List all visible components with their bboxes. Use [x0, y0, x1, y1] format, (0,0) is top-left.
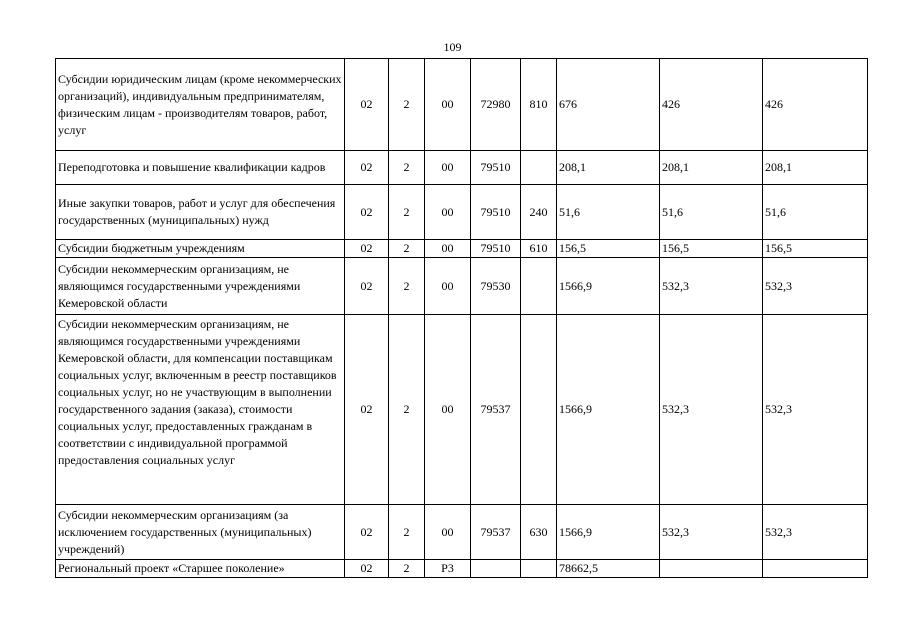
cell-value-2: 156,5 — [660, 240, 763, 258]
row-name: Субсидии юридическим лицам (кроме некоммерческих организаций), индивидуальным предпринимателям, физическим лицам - производителям товаров, работ, услуг — [56, 59, 345, 151]
cell-code-2: 2 — [389, 258, 425, 315]
cell-code-2: 2 — [389, 505, 425, 560]
cell-code-2: 2 — [389, 560, 425, 578]
cell-code-5 — [521, 258, 557, 315]
cell-code-5: 630 — [521, 505, 557, 560]
row-name: Переподготовка и повышение квалификации кадров — [56, 151, 345, 185]
cell-code-2: 2 — [389, 185, 425, 240]
cell-value-2: 532,3 — [660, 258, 763, 315]
table-row — [56, 315, 868, 505]
cell-value-2: 426 — [660, 59, 763, 151]
cell-value-1: 676 — [557, 59, 660, 151]
cell-value-2: 208,1 — [660, 151, 763, 185]
row-name: Субсидии некоммерческим организациям, не являющимся государственными учреждениями Кемеровской области — [56, 258, 345, 315]
cell-code-1: 02 — [345, 240, 389, 258]
page-number: 109 — [443, 40, 462, 54]
cell-code-3: 00 — [425, 315, 471, 505]
cell-code-3: 00 — [425, 151, 471, 185]
cell-code-5: 810 — [521, 59, 557, 151]
cell-code-2: 2 — [389, 240, 425, 258]
cell-value-2: 51,6 — [660, 185, 763, 240]
table-row — [56, 560, 868, 578]
row-name: Иные закупки товаров, работ и услуг для обеспечения государственных (муниципальных) нужд — [56, 185, 345, 240]
row-name: Региональный проект «Старшее поколение» — [56, 560, 345, 578]
cell-value-3: 51,6 — [763, 185, 868, 240]
table-row — [56, 505, 868, 560]
cell-value-3: 532,3 — [763, 315, 868, 505]
cell-code-4: 79537 — [471, 315, 521, 505]
cell-value-3: 532,3 — [763, 258, 868, 315]
cell-value-3: 426 — [763, 59, 868, 151]
cell-value-3: 532,3 — [763, 505, 868, 560]
cell-value-1: 1566,9 — [557, 258, 660, 315]
cell-value-1: 78662,5 — [557, 560, 660, 578]
cell-code-4: 79530 — [471, 258, 521, 315]
cell-value-1: 51,6 — [557, 185, 660, 240]
cell-code-5 — [521, 560, 557, 578]
table-row — [56, 240, 868, 258]
cell-code-5: 610 — [521, 240, 557, 258]
cell-code-1: 02 — [345, 258, 389, 315]
cell-code-4: 72980 — [471, 59, 521, 151]
cell-code-4 — [471, 560, 521, 578]
cell-code-1: 02 — [345, 505, 389, 560]
cell-code-5: 240 — [521, 185, 557, 240]
cell-value-1: 208,1 — [557, 151, 660, 185]
cell-code-4: 79537 — [471, 505, 521, 560]
cell-value-2 — [660, 560, 763, 578]
table-row — [56, 185, 868, 240]
cell-code-2: 2 — [389, 151, 425, 185]
cell-code-3: 00 — [425, 185, 471, 240]
cell-code-2: 2 — [389, 59, 425, 151]
cell-value-1: 1566,9 — [557, 315, 660, 505]
cell-code-4: 79510 — [471, 151, 521, 185]
cell-code-2: 2 — [389, 315, 425, 505]
cell-value-2: 532,3 — [660, 505, 763, 560]
cell-code-5 — [521, 151, 557, 185]
cell-code-3: P3 — [425, 560, 471, 578]
cell-value-1: 1566,9 — [557, 505, 660, 560]
cell-code-1: 02 — [345, 151, 389, 185]
cell-value-3: 156,5 — [763, 240, 868, 258]
cell-code-1: 02 — [345, 185, 389, 240]
table-row — [56, 59, 868, 151]
cell-value-3: 208,1 — [763, 151, 868, 185]
cell-code-3: 00 — [425, 59, 471, 151]
cell-value-3 — [763, 560, 868, 578]
cell-value-1: 156,5 — [557, 240, 660, 258]
cell-code-3: 00 — [425, 240, 471, 258]
cell-code-1: 02 — [345, 560, 389, 578]
cell-code-1: 02 — [345, 59, 389, 151]
row-name: Субсидии некоммерческим организациям, не являющимся государственными учреждениями Кемеровской области, для компенсации поставщикам социальных услуг, включенным в реестр поставщиков социальных услуг, но не участвующим в выполнении государственного задания (заказа), стоимости социальных услуг, предоставленных гражданам в соответствии с индивидуальной программой предоставления социальных услуг — [56, 315, 345, 505]
cell-code-3: 00 — [425, 258, 471, 315]
table-row — [56, 151, 868, 185]
row-name: Субсидии некоммерческим организациям (за исключением государственных (муниципальных) учреждений) — [56, 505, 345, 560]
table-row — [56, 258, 868, 315]
budget-table — [55, 58, 868, 578]
cell-value-2: 532,3 — [660, 315, 763, 505]
cell-code-1: 02 — [345, 315, 389, 505]
cell-code-5 — [521, 315, 557, 505]
cell-code-4: 79510 — [471, 185, 521, 240]
cell-code-4: 79510 — [471, 240, 521, 258]
cell-code-3: 00 — [425, 505, 471, 560]
row-name: Субсидии бюджетным учреждениям — [56, 240, 345, 258]
